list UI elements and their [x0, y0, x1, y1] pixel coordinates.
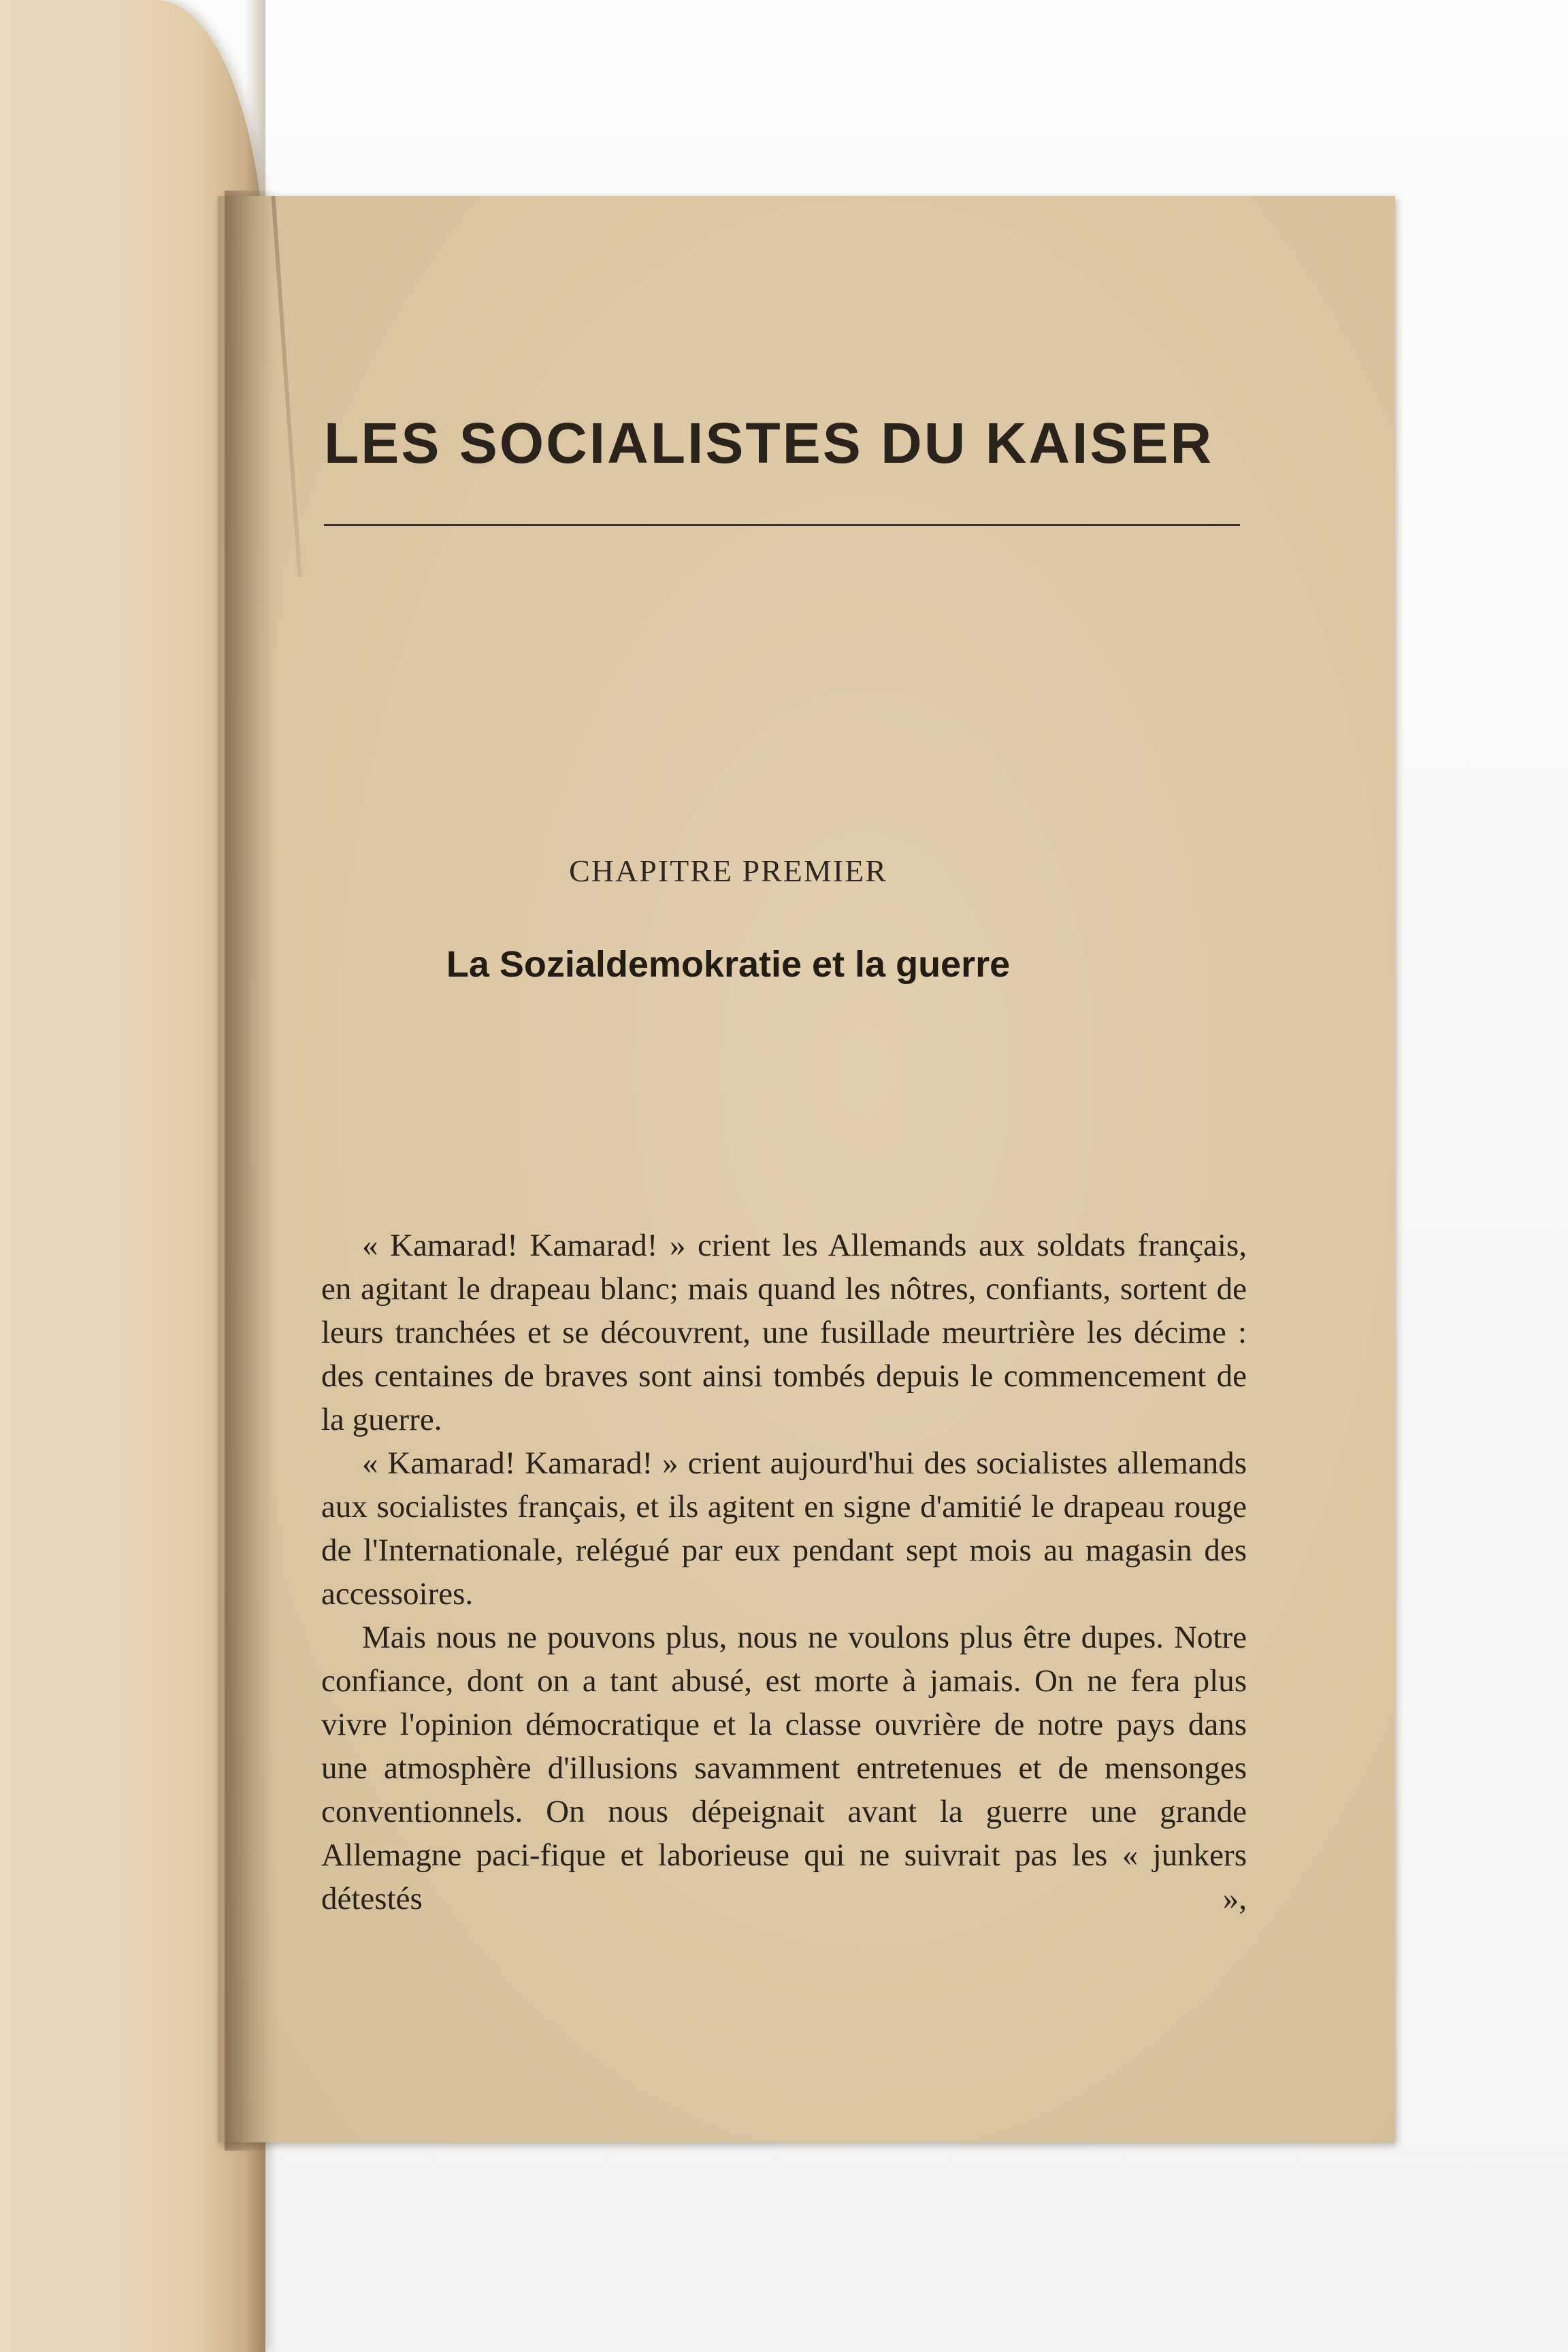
running-title: LES SOCIALISTES DU KAISER	[324, 411, 1214, 475]
book-gutter-shadow	[225, 191, 279, 2151]
book-page	[218, 196, 1395, 2142]
body-text	[321, 1224, 1247, 1921]
title-rule	[324, 524, 1240, 526]
chapter-label: CHAPITRE PREMIER	[569, 853, 887, 888]
paragraph: Mais nous ne pouvons plus, nous ne voulons plus être dupes. Notre confiance, dont on a tant abusé, est morte à jamais. On ne fera plus vivre l'opinion démocratique et la classe ouvrière de notre pays dans une atmosphère d'illusions savamment entretenues et de mensonges conventionnels. On nous dépeignait avant la guerre une grande Allemagne paci-fique et laborieuse qui ne suivrait pas les « junkers détestés »,	[321, 1620, 1247, 1916]
chapter-title: La Sozialdemokratie et la guerre	[446, 944, 1011, 985]
paragraph: « Kamarad! Kamarad! » crient les Allemands aux soldats français, en agitant le drapeau blanc; mais quand les nôtres, confiants, sortent de leurs tranchées et se découvrent, une fusillade meurtrière les décime : des centaines de braves sont ainsi tombés depuis le commencement de la guerre.	[321, 1228, 1247, 1437]
paragraph: « Kamarad! Kamarad! » crient aujourd'hui des socialistes allemands aux socialistes français, et ils agitent en signe d'amitié le drapeau rouge de l'Internationale, relégué par eux pendant sept mois au magasin des accessoires.	[321, 1446, 1247, 1612]
